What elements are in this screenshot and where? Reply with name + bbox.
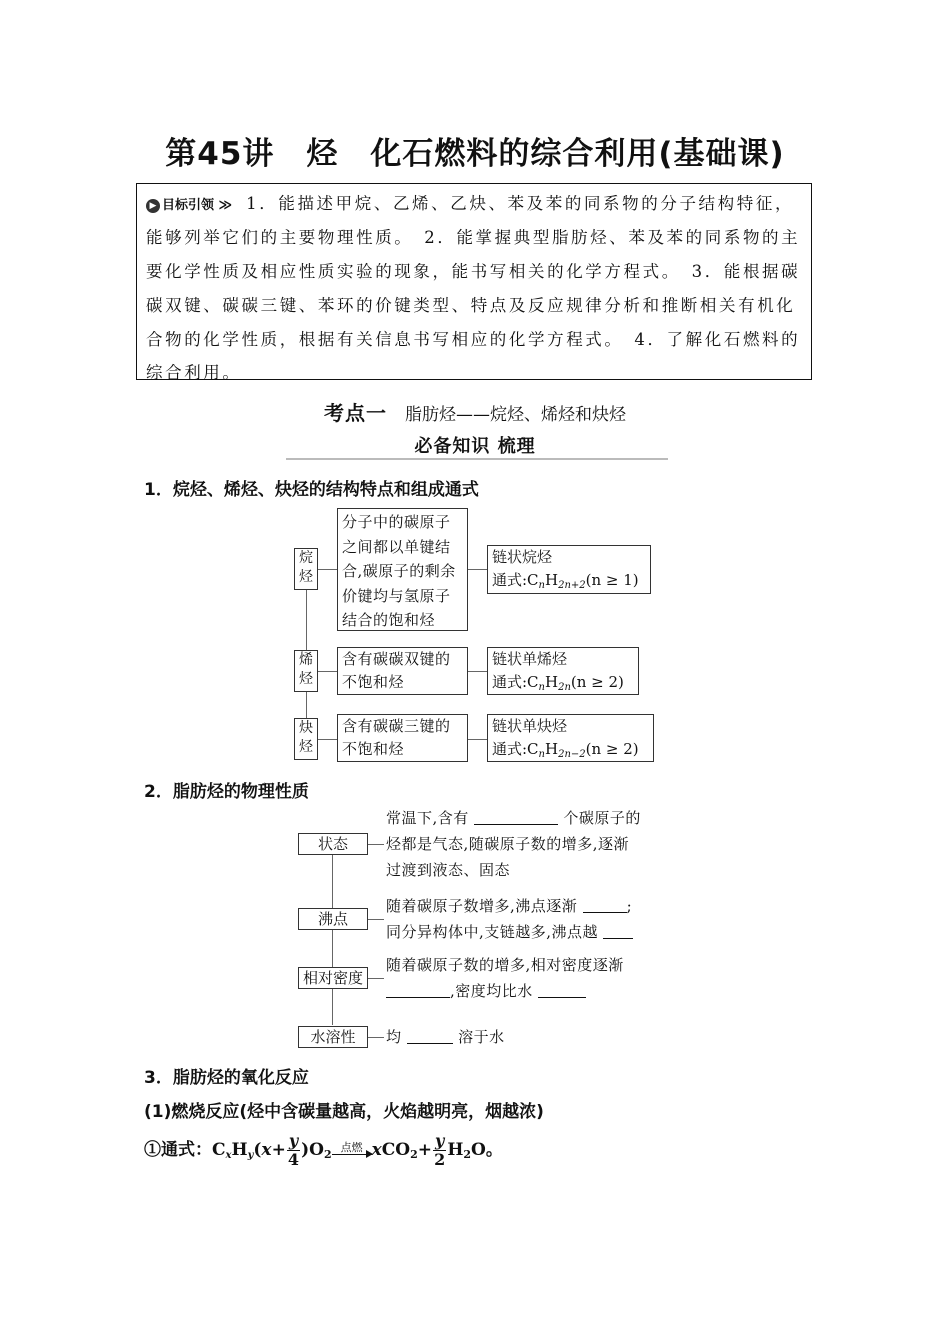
boiling-point-text: 随着碳原子数增多,沸点逐渐 ; 同分异构体中,支链越多,沸点越 [386, 897, 633, 941]
answer-blank[interactable] [603, 924, 633, 939]
connector-line [368, 844, 384, 845]
solubility-label: 水溶性 [298, 1026, 368, 1048]
alkene-description: 含有碳碳双键的 不饱和烃 [337, 647, 468, 695]
alkane-formula-box: 链状烷烃 通式$:C_nH_{2n+2}(n \ge 1)$ [487, 545, 651, 594]
boiling-point-label: 沸点 [298, 908, 368, 930]
connector-line [318, 569, 337, 570]
section-heading: 考点一 脂肪烃——烷烃、烯烃和炔烃 [324, 401, 626, 425]
fraction-y-over-4: $\frac{y}{4}$ [287, 1131, 300, 1169]
connector-line [368, 919, 384, 920]
connector-line [368, 1037, 384, 1038]
answer-blank[interactable] [583, 898, 627, 913]
subsection-heading: 必备知识 梳理 [414, 436, 536, 457]
part3-heading: 3．脂肪烃的氧化反应 [144, 1068, 309, 1088]
combustion-formula: ①通式：$C_xH_y(x+$ $\frac{y}{4}$ )O2 点燃 xCO2+ $\frac{y}{2}$ H2O。 [144, 1131, 503, 1169]
goals-line-3: 要化学性质及相应性质实验的现象，能书写相关的化学方程式。 3．能根据碳 [146, 262, 801, 281]
part2-heading: 2．脂肪烃的物理性质 [144, 782, 309, 802]
subsection-divider [286, 458, 668, 460]
alkene-label: 烯烃 [294, 650, 318, 692]
goals-line-4: 碳双键、碳碳三键、苯环的价键类型、特点及反应规律分析和推断相关有机化 [146, 296, 796, 315]
answer-blank[interactable] [386, 983, 450, 998]
fraction-y-over-2: $\frac{y}{2}$ [434, 1131, 446, 1169]
connector-line [318, 671, 337, 672]
connector-line [468, 671, 487, 672]
goals-line-2: 能够列举它们的主要物理性质。 2．能掌握典型脂肪烃、苯及苯的同系物的主 [146, 228, 801, 247]
goals-line-5: 合物的化学性质，根据有关信息书写相应的化学方程式。 4．了解化石燃料的 [146, 330, 801, 349]
page-title: 第45讲 烃 化石燃料的综合利用(基础课) [165, 136, 785, 172]
goals-line-1: ▶ 目标引领 ≫ 1．能描述甲烷、乙烯、乙炔、苯及苯的同系物的分子结构特征， [146, 190, 794, 214]
answer-blank[interactable] [474, 810, 558, 825]
state-text: 常温下,含有 个碳原子的 烃都是气态,随碳原子数的增多,逐渐 过渡到液态、固态 [386, 809, 641, 879]
double-chevron-icon: ≫ [218, 198, 233, 213]
alkane-description: 分子中的碳原子 之间都以单键结 合,碳原子的剩余 价键均与氢原子 结合的饱和烃 [337, 508, 468, 631]
combustion-note: (1)燃烧反应(烃中含碳量越高，火焰越明亮，烟越浓) [144, 1102, 544, 1122]
density-label: 相对密度 [298, 967, 368, 989]
alkyne-description: 含有碳碳三键的 不饱和烃 [337, 714, 468, 762]
answer-blank[interactable] [538, 983, 586, 998]
connector-line [318, 739, 337, 740]
connector-line [468, 569, 487, 570]
reaction-arrow-icon: 点燃 [332, 1141, 372, 1161]
goals-badge: ▶ 目标引领 ≫ [146, 194, 232, 213]
alkane-label: 烷烃 [294, 548, 318, 590]
connector-line [368, 978, 384, 979]
alkene-formula-box: 链状单烯烃 通式$:C_nH_{2n}(n \ge 2)$ [487, 647, 639, 695]
alkyne-formula-box: 链状单炔烃 通式$:C_nH_{2n-2}(n \ge 2)$ [487, 714, 654, 762]
solubility-text: 均 溶于水 [386, 1028, 505, 1046]
play-icon: ▶ [146, 199, 160, 213]
answer-blank[interactable] [407, 1029, 453, 1044]
tree-connector [332, 855, 333, 1025]
goals-line-6: 综合利用。 [146, 363, 242, 382]
alkyne-label: 炔烃 [294, 718, 318, 760]
part1-heading: 1．烷烃、烯烃、炔烃的结构特点和组成通式 [144, 480, 479, 500]
connector-line [468, 739, 487, 740]
density-text: 随着碳原子数的增多,相对密度逐渐 ,密度均比水 [386, 956, 624, 1000]
state-label: 状态 [298, 833, 368, 855]
